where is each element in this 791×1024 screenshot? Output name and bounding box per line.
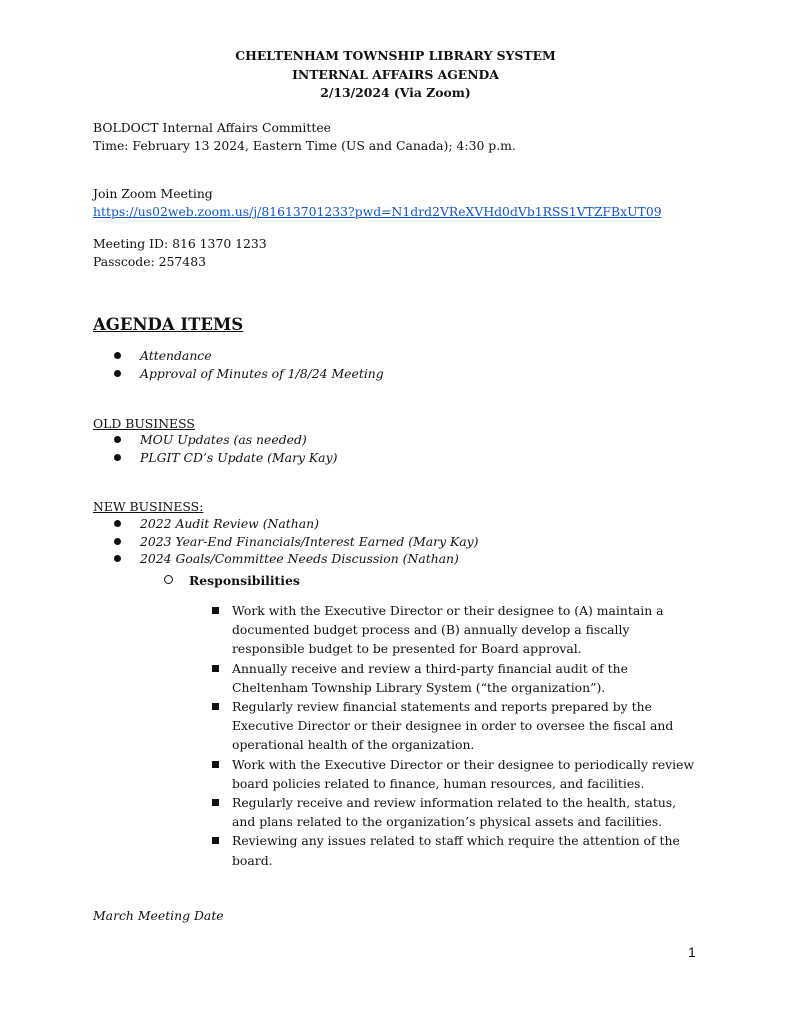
join-zoom-label: Join Zoom Meeting — [93, 186, 213, 201]
header-agenda-title: INTERNAL AFFAIRS AGENDA — [292, 66, 499, 82]
list-item: 2023 Year-End Financials/Interest Earned (Mary Kay) — [112, 533, 479, 551]
meeting-credentials — [93, 235, 267, 270]
list-item: Reviewing any issues related to staff which require the attention of the board. — [212, 831, 702, 869]
list-item: 2024 Goals/Committee Needs Discussion (Nathan) — [112, 550, 479, 568]
list-item: Approval of Minutes of 1/8/24 Meeting — [112, 365, 384, 383]
zoom-meeting-link[interactable]: https://us02web.zoom.us/j/81613701233?pwd=N1drd2VReXVHd0dVb1RSS1VTZFBxUT09 — [93, 203, 662, 219]
header-date: 2/13/2024 (Via Zoom) — [320, 85, 471, 100]
square-bullet-icon — [212, 761, 219, 768]
agenda-items-heading: AGENDA ITEMS — [93, 315, 244, 334]
square-bullet-icon — [212, 837, 219, 844]
list-item: Work with the Executive Director or their designee to periodically review board policies related to finance, human resources, and facilities. — [212, 755, 702, 793]
march-meeting-date: March Meeting Date — [93, 908, 224, 923]
new-business-list — [112, 515, 479, 568]
list-item: PLGIT CD’s Update (Mary Kay) — [112, 449, 337, 467]
bullet-icon — [114, 538, 121, 545]
list-item: MOU Updates (as needed) — [112, 431, 337, 449]
page-number: 1 — [688, 944, 696, 960]
list-item: Regularly review financial statements and reports prepared by the Executive Director or their designee in order to oversee the fiscal and operational health of the organization. — [212, 697, 702, 755]
square-bullet-icon — [212, 799, 219, 806]
old-business-heading: OLD BUSINESS — [93, 416, 195, 431]
bullet-icon — [114, 436, 121, 443]
committee-name: BOLDOCT Internal Affairs Committee — [93, 120, 332, 135]
square-bullet-icon — [212, 703, 219, 710]
bullet-icon — [114, 555, 121, 562]
meeting-id: Meeting ID: 816 1370 1233 — [93, 236, 267, 251]
meeting-time: Time: February 13 2024, Eastern Time (US and Canada); 4:30 p.m. — [93, 137, 516, 153]
zoom-info — [93, 185, 662, 220]
hollow-bullet-icon — [164, 575, 173, 584]
bullet-icon — [114, 352, 121, 359]
meeting-info — [93, 119, 516, 154]
list-item: Work with the Executive Director or their designee to (A) maintain a documented budget process and (B) annually develop a fiscally responsible budget to be presented for Board approval. — [212, 601, 702, 659]
document-header — [0, 47, 791, 103]
list-item: Annually receive and review a third-party financial audit of the Cheltenham Township Library System (“the organization”). — [212, 659, 702, 697]
list-item: 2022 Audit Review (Nathan) — [112, 515, 479, 533]
responsibilities-list — [212, 601, 702, 870]
bullet-icon — [114, 370, 121, 377]
header-organization: CHELTENHAM TOWNSHIP LIBRARY SYSTEM — [235, 48, 556, 63]
agenda-items-list — [112, 347, 384, 382]
old-business-list — [112, 431, 337, 466]
bullet-icon — [114, 520, 121, 527]
list-item: Attendance — [112, 347, 384, 365]
new-business-heading: NEW BUSINESS: — [93, 499, 204, 514]
square-bullet-icon — [212, 607, 219, 614]
meeting-passcode: Passcode: 257483 — [93, 253, 206, 269]
square-bullet-icon — [212, 665, 219, 672]
list-item: Regularly receive and review information related to the health, status, and plans related to the organization’s physical assets and facilities. — [212, 793, 702, 831]
bullet-icon — [114, 454, 121, 461]
responsibilities-heading: Responsibilities — [164, 572, 300, 590]
